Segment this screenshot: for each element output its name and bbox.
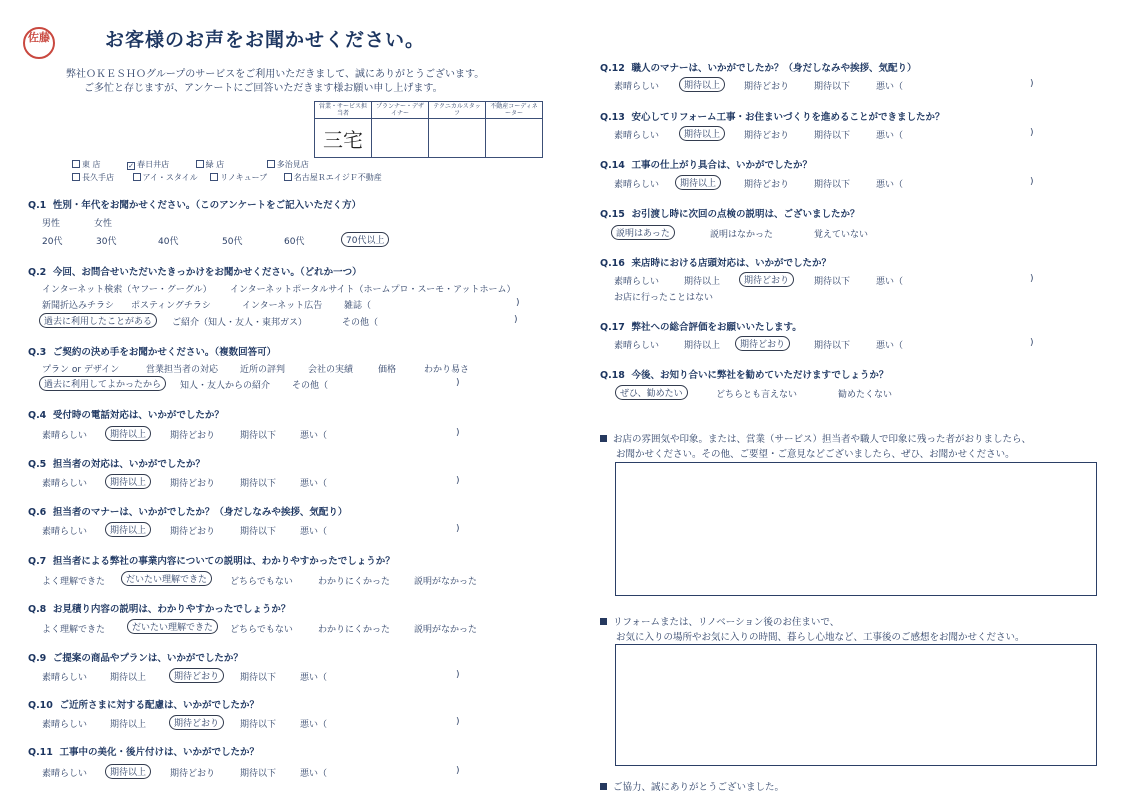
store-checkbox[interactable]: リノキューブ: [210, 173, 267, 182]
option-no-explanation[interactable]: 説明がなかった: [414, 577, 478, 587]
option-below-expectations[interactable]: 期待以下: [814, 341, 851, 351]
option-understood-well[interactable]: よく理解できた: [42, 625, 106, 635]
option-mostly-understood-selected[interactable]: だいたい理解できた: [127, 619, 218, 634]
paren-close: ): [1030, 128, 1034, 138]
option-as-expected-selected[interactable]: 期待どおり: [169, 715, 224, 730]
impression-prompt-line-2: お聞かせください。その他、ご要望・ご意見などございましたら、ぜひ、お聞かせください。: [616, 449, 1015, 460]
intro-line-1: 弊社ＯＫＥＳＨＯグループのサービスをご利用いただきまして、誠にありがとうございます。: [66, 69, 485, 80]
option-portal-site[interactable]: インターネットポータルサイト（ホームプロ・スーモ・アットホーム）: [230, 285, 516, 295]
staff-header: プランナー・デザイナー: [372, 102, 429, 119]
option-good-experience-selected[interactable]: 過去に利用してよかったから: [39, 376, 166, 391]
paren-close: ): [456, 717, 460, 727]
store-checkbox[interactable]: 長久手店: [72, 173, 114, 182]
option-below-expectations[interactable]: 期待以下: [240, 527, 277, 537]
option-bad[interactable]: 悪い（: [876, 277, 904, 287]
option-as-expected[interactable]: 期待どおり: [744, 131, 790, 141]
intro-line-2: ご多忙と存じますが、アンケートにご回答いただきます様お願い申し上げます。: [84, 83, 443, 94]
option-excellent[interactable]: 素晴らしい: [42, 673, 88, 683]
option-sales-rep[interactable]: 営業担当者の対応: [146, 365, 219, 375]
option-neutral[interactable]: どちらとも言えない: [716, 390, 798, 400]
option-understood-well[interactable]: よく理解できた: [42, 577, 106, 587]
option-excellent[interactable]: 素晴らしい: [614, 131, 660, 141]
option-above-expectations-selected[interactable]: 期待以上: [105, 426, 151, 441]
option-posting-flyer[interactable]: ポスティングチラシ: [131, 301, 211, 311]
option-above-expectations[interactable]: 期待以上: [110, 720, 147, 730]
option-price[interactable]: 価格: [378, 365, 397, 375]
option-as-expected[interactable]: 期待どおり: [744, 82, 790, 92]
paren-close: ): [456, 766, 460, 776]
option-male[interactable]: 男性: [42, 219, 61, 229]
option-bad[interactable]: 悪い（: [300, 720, 328, 730]
option-excellent[interactable]: 素晴らしい: [42, 769, 88, 779]
option-internet-ad[interactable]: インターネット広告: [242, 301, 323, 311]
option-friend-referral[interactable]: 知人・友人からの紹介: [180, 381, 271, 391]
store-checkbox[interactable]: 緑 店: [196, 160, 225, 169]
question-18: Q.18 今後、お知り合いに弊社を勧めていただけますでしょうか？: [600, 370, 889, 381]
option-dont-remember[interactable]: 覚えていない: [814, 230, 869, 240]
option-below-expectations[interactable]: 期待以下: [814, 131, 851, 141]
option-as-expected-selected[interactable]: 期待どおり: [169, 668, 224, 683]
option-above-expectations[interactable]: 期待以上: [684, 341, 721, 351]
question-3: Q.3 ご契約の決め手をお聞かせください。（複数回答可）: [28, 347, 277, 358]
option-would-not-recommend[interactable]: 勧めたくない: [838, 390, 893, 400]
option-excellent[interactable]: 素晴らしい: [42, 527, 88, 537]
question-12: Q.12 職人のマナーは、いかがでしたか？（身だしなみや挨拶、気配り）: [600, 63, 917, 74]
reform-prompt-line-2: お気に入りの場所やお気に入りの時間、暮らし心地など、工事後のご感想をお聞かせください。: [616, 632, 1025, 643]
option-below-expectations[interactable]: 期待以下: [240, 479, 277, 489]
option-magazine[interactable]: 雑誌（: [344, 301, 372, 311]
staff-header: テクニカルスタッフ: [429, 102, 486, 119]
option-20s[interactable]: 20代: [42, 237, 63, 247]
square-bullet-icon: [600, 783, 607, 790]
option-above-expectations-selected[interactable]: 期待以上: [679, 77, 725, 92]
paren-close: ): [1030, 274, 1034, 284]
option-as-expected[interactable]: 期待どおり: [170, 431, 216, 441]
question-15: Q.15 お引渡し時に次回の点検の説明は、ございましたか？: [600, 209, 860, 220]
option-hard-to-understand[interactable]: わかりにくかった: [318, 625, 391, 635]
option-mostly-understood-selected[interactable]: だいたい理解できた: [121, 571, 212, 586]
staff-value[interactable]: [486, 119, 543, 158]
option-as-expected-selected[interactable]: 期待どおり: [739, 272, 794, 287]
option-above-expectations-selected[interactable]: 期待以上: [679, 126, 725, 141]
impression-prompt-line-1: お店の雰囲気や印象。または、営業（サービス）担当者や職人で印象に残った者がおりましたら、: [600, 431, 1031, 445]
staff-header: 営業・サービス担当者: [315, 102, 372, 119]
option-excellent[interactable]: 素晴らしい: [42, 479, 88, 489]
option-bad[interactable]: 悪い（: [300, 769, 328, 779]
option-30s[interactable]: 30代: [96, 237, 117, 247]
option-above-expectations-selected[interactable]: 期待以上: [105, 474, 151, 489]
option-excellent[interactable]: 素晴らしい: [614, 180, 660, 190]
paren-close: ): [456, 524, 460, 534]
question-10: Q.10 ご近所さまに対する配慮は、いかがでしたか？: [28, 700, 260, 711]
option-below-expectations[interactable]: 期待以下: [814, 180, 851, 190]
question-2: Q.2 今回、お問合せいただいたきっかけをお聞かせください。（どれか一つ）: [28, 267, 362, 278]
option-60s[interactable]: 60代: [284, 237, 305, 247]
square-bullet-icon: [600, 618, 607, 625]
option-above-expectations[interactable]: 期待以上: [684, 277, 721, 287]
option-as-expected[interactable]: 期待どおり: [744, 180, 790, 190]
option-below-expectations[interactable]: 期待以下: [240, 769, 277, 779]
question-6: Q.6 担当者のマナーは、いかがでしたか？（身だしなみや挨拶、気配り）: [28, 507, 348, 518]
paren-close: ): [456, 378, 460, 388]
option-reputation[interactable]: 近所の評判: [240, 365, 286, 375]
store-checklist-row-1: [72, 159, 309, 170]
option-other[interactable]: その他（: [292, 381, 329, 391]
question-4: Q.4 受付時の電話対応は、いかがでしたか？: [28, 410, 224, 421]
option-excellent[interactable]: 素晴らしい: [614, 82, 660, 92]
option-bad[interactable]: 悪い（: [876, 82, 904, 92]
store-checkbox[interactable]: アイ・スタイル: [133, 173, 198, 182]
thanks-note: ご協力、誠にありがとうございました。: [600, 779, 784, 793]
option-above-expectations-selected[interactable]: 期待以上: [675, 175, 721, 190]
option-internet-search[interactable]: インターネット検索（ヤフー・グーグル）: [42, 285, 212, 295]
question-1: Q.1 性別・年代をお聞かせください。（このアンケートをご記入いただく方）: [28, 200, 362, 211]
store-checkbox[interactable]: ✓ 春日井店: [128, 160, 170, 170]
store-checkbox[interactable]: 多治見店: [267, 160, 309, 169]
option-bad[interactable]: 悪い（: [300, 673, 328, 683]
option-as-expected[interactable]: 期待どおり: [170, 527, 216, 537]
staff-value[interactable]: 三宅: [315, 119, 372, 158]
question-16: Q.16 来店時における店頭対応は、いかがでしたか？: [600, 258, 832, 269]
option-40s[interactable]: 40代: [158, 237, 179, 247]
paren-close: ): [456, 476, 460, 486]
option-as-expected[interactable]: 期待どおり: [170, 479, 216, 489]
option-bad[interactable]: 悪い（: [300, 479, 328, 489]
paren-close: ): [516, 298, 520, 308]
option-neither[interactable]: どちらでもない: [230, 577, 293, 587]
paren-close: ): [1030, 177, 1034, 187]
staff-table: [314, 101, 543, 158]
option-excellent[interactable]: 素晴らしい: [614, 277, 660, 287]
store-checkbox[interactable]: 東 店: [72, 160, 101, 169]
option-as-expected[interactable]: 期待どおり: [170, 769, 216, 779]
option-below-expectations[interactable]: 期待以下: [240, 720, 277, 730]
option-track-record[interactable]: 会社の実績: [308, 365, 354, 375]
option-bad[interactable]: 悪い（: [876, 131, 904, 141]
option-above-expectations[interactable]: 期待以上: [110, 673, 147, 683]
reform-textarea[interactable]: [615, 644, 1097, 766]
option-as-expected-selected[interactable]: 期待どおり: [735, 336, 790, 351]
store-checkbox[interactable]: 名古屋ＲエイジＦ不動産: [284, 173, 382, 182]
option-clarity[interactable]: わかり易さ: [424, 365, 470, 375]
option-no-explanation[interactable]: 説明がなかった: [414, 625, 478, 635]
option-used-before-selected[interactable]: 過去に利用したことがある: [39, 313, 157, 328]
staff-value[interactable]: [372, 119, 429, 158]
question-7: Q.7 担当者による弊社の事業内容についての説明は、わかりやすかったでしょうか？: [28, 556, 395, 567]
option-hard-to-understand[interactable]: わかりにくかった: [318, 577, 391, 587]
paren-close: ): [514, 315, 518, 325]
impression-textarea[interactable]: [615, 462, 1097, 596]
option-definitely-recommend-selected[interactable]: ぜひ、勧めたい: [615, 385, 688, 400]
option-newspaper-flyer[interactable]: 新聞折込みチラシ: [42, 301, 115, 311]
question-11: Q.11 工事中の美化・後片付けは、いかがでしたか？: [28, 747, 260, 758]
staff-header: 不動産コーディネーター: [486, 102, 543, 119]
option-bad[interactable]: 悪い（: [300, 527, 328, 537]
store-checklist-row-2: [72, 172, 382, 183]
option-other[interactable]: その他（: [342, 318, 379, 328]
option-female[interactable]: 女性: [94, 219, 113, 229]
seal-stamp: 佐藤: [23, 27, 55, 59]
option-bad[interactable]: 悪い（: [300, 431, 328, 441]
option-plan-design[interactable]: プラン or デザイン: [42, 365, 120, 375]
reform-prompt-line-1: リフォームまたは、リノベーション後のお住まいで、: [600, 614, 839, 628]
option-70s-selected[interactable]: 70代以上: [341, 232, 389, 247]
option-not-explained[interactable]: 説明はなかった: [710, 230, 774, 240]
question-5: Q.5 担当者の対応は、いかがでしたか？: [28, 459, 205, 470]
option-50s[interactable]: 50代: [222, 237, 243, 247]
question-14: Q.14 工事の仕上がり具合は、いかがでしたか？: [600, 160, 813, 171]
option-bad[interactable]: 悪い（: [876, 341, 904, 351]
option-excellent[interactable]: 素晴らしい: [614, 341, 660, 351]
option-never-visited[interactable]: お店に行ったことはない: [614, 293, 714, 303]
option-below-expectations[interactable]: 期待以下: [814, 82, 851, 92]
square-bullet-icon: [600, 435, 607, 442]
option-below-expectations[interactable]: 期待以下: [240, 673, 277, 683]
staff-value[interactable]: [429, 119, 486, 158]
paren-close: ): [456, 670, 460, 680]
question-13: Q.13 安心してリフォーム工事・お住まいづくりを進めることができましたか？: [600, 112, 945, 123]
paren-close: ): [1030, 338, 1034, 348]
question-17: Q.17 弊社への総合評価をお願いいたします。: [600, 322, 802, 333]
option-above-expectations-selected[interactable]: 期待以上: [105, 764, 151, 779]
option-bad[interactable]: 悪い（: [876, 180, 904, 190]
option-referral[interactable]: ご紹介（知人・友人・東邦ガス）: [172, 318, 308, 328]
paren-close: ): [1030, 79, 1034, 89]
option-excellent[interactable]: 素晴らしい: [42, 431, 88, 441]
option-below-expectations[interactable]: 期待以下: [814, 277, 851, 287]
option-explained-selected[interactable]: 説明はあった: [611, 225, 675, 240]
option-excellent[interactable]: 素晴らしい: [42, 720, 88, 730]
paren-close: ): [456, 428, 460, 438]
option-below-expectations[interactable]: 期待以下: [240, 431, 277, 441]
page-title: お客様のお声をお聞かせください。: [105, 29, 426, 51]
question-9: Q.9 ご提案の商品やプランは、いかがでしたか？: [28, 653, 243, 664]
option-neither[interactable]: どちらでもない: [230, 625, 293, 635]
option-above-expectations-selected[interactable]: 期待以上: [105, 522, 151, 537]
question-8: Q.8 お見積り内容の説明は、わかりやすかったでしょうか？: [28, 604, 291, 615]
